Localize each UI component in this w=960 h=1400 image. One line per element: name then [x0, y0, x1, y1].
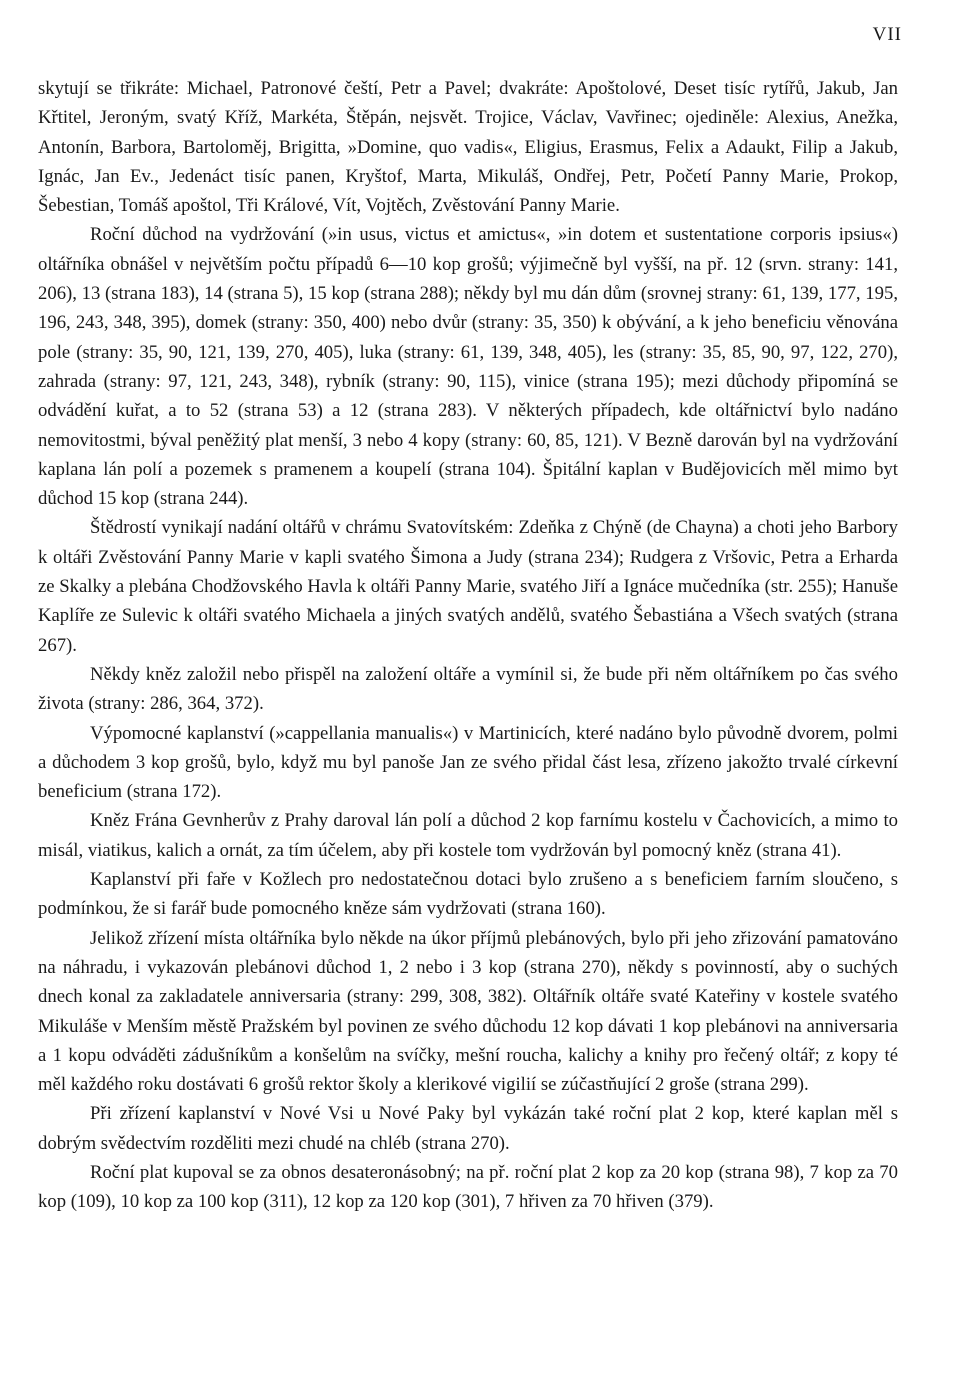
paragraph: skytují se třikráte: Michael, Patronové čeští, Petr a Pavel; dvakráte: Apoštolové, Deset tisíc rytířů, Jakub, Jan Křtitel, Jeroným, svatý Kříž, Markéta, Štěpán, nejsvět. Trojice, Václav, Vavřinec; ojediněle: Alexius, Anežka, Antonín, Barbora, Bartoloměj, Brigitta, »Domine, quo vadis«, Eligius, Erasmus, Felix a Adaukt, Filip a Jakub, Ignác, Jan Ev., Jedenáct tisíc panen, Kryštof, Marta, Mikuláš, Ondřej, Petr, Početí Panny Marie, Prokop, Šebestian, Tomáš apoštol, Tři Králové, Vít, Vojtěch, Zvěstování Panny Marie. — [38, 78, 898, 217]
paragraph: Kaplanství při faře v Kožlech pro nedostatečnou dotaci bylo zrušeno a s beneficiem farním sloučeno, s podmínkou, že si farář bude pomocného kněze sám vydržovati (strana 160). — [38, 869, 898, 920]
body-text — [38, 74, 898, 1217]
paragraph: Někdy kněz založil nebo přispěl na založení oltáře a vymínil si, že bude při něm oltářníkem po čas svého života (strany: 286, 364, 372). — [38, 663, 898, 715]
paragraph: Výpomocné kaplanství (»cappellania manualis«) v Martinicích, které nadáno bylo původně dvorem, polmi a důchodem 3 kop grošů, bylo, když mu byl panoše Jan ze svého přidal část lesa, zřízeno jakožto trvalé církevní beneficium (strana 172). — [38, 722, 898, 803]
paragraph: Roční důchod na vydržování (»in usus, victus et amictus«, »in dotem et sustentatione corporis ipsius«) oltářníka obnášel v největším počtu případů 6—10 kop grošů; výjimečně byl vyšší, na př. 12 (srvn. strany: 141, 206), 13 (strana 183), 14 (strana 5), 15 kop (strana 288); někdy byl mu dán dům (srovnej strany: 61, 139, 177, 195, 196, 243, 348, 395), domek (strany: 350, 400) nebo dvůr (strany: 35, 350) k obývání, a k jeho beneficiu věnována pole (strany: 35, 90, 121, 139, 270, 405), luka (strany: 61, 139, 348, 405), les (strany: 35, 85, 90, 97, 122, 270), zahrada (strany: 97, 121, 243, 348), rybník (strany: 90, 115), vinice (strana 195); mezi důchody připomíná se odvádění kuřat, a to 52 (strana 53) a 12 (strana 283). V některých případech, kde oltářnictví bylo nadáno nemovitostmi, býval peněžitý plat menší, 3 nebo 4 kopy (strany: 60, 85, 121). V Bezně darován byl na vydržování kaplana lán polí a pozemek s pramenem a koupelí (strana 104). Špitální kaplan v Budějovicích měl mimo byt důchod 15 kop (strana 244). — [38, 224, 898, 510]
paragraph: Roční plat kupoval se za obnos desateronásobný; na př. roční plat 2 kop za 20 kop (strana 98), 7 kop za 70 kop (109), 10 kop za 100 kop (311), 12 kop za 120 kop (301), 7 hřiven za 70 hřiven (379). — [38, 1161, 898, 1213]
paragraph: Kněz Frána Gevnherův z Prahy daroval lán polí a důchod 2 kop farnímu kostelu v Čachovicích, a mimo to misál, viatikus, kalich a ornát, za tím účelem, aby při kostele tom vydržován byl pomocný kněz (strana 41). — [38, 810, 898, 861]
paragraph: Štědrostí vynikají nadání oltářů v chrámu Svatovítském: Zdeňka z Chýně (de Chayna) a choti jeho Barbory k oltáři Zvěstování Panny Marie v kapli svatého Šimona a Judy (strana 234); Rudgera z Vršovic, Petra a Erharda ze Skalky a plebána Chodžovského Havla k oltáři Panny Marie, svatého Jiří a Ignáce mučedníka (str. 255); Hanuše Kaplíře ze Sulevic k oltáři svatého Michaela a jiných svatých andělů, svatého Šebastiána a Všech svatých (strana 267). — [38, 517, 898, 656]
paragraph: Při zřízení kaplanství v Nové Vsi u Nové Paky byl vykázán také roční plat 2 kop, které kaplan měl s dobrým svědectvím rozděliti mezi chudé na chléb (strana 270). — [38, 1103, 898, 1154]
page-number: VII — [872, 24, 902, 45]
paragraph: Jelikož zřízení místa oltářníka bylo někde na úkor příjmů plebánových, bylo při jeho zřizování pamatováno na náhradu, i vykazován plebánovi důchod 1, 2 nebo i 3 kop (strana 270), někdy s povinností, aby o suchých dnech konal za zakladatele anniversaria (strany: 299, 308, 382). Oltářník oltáře svaté Kateřiny v kostele svatého Mikuláše v Menším městě Pražském byl povinen ze svého důchodu 12 kop dávati 1 kop plebánovi na anniversaria a 1 kopu odváděti zádušníkům a konšelům na svíčky, mešní roucha, kalichy a knihy pro řečený oltář; z kopy té měl každého roku dostávati 6 grošů rektor školy a klerikové vigilií se zúčastňující 2 groše (strana 299). — [38, 927, 898, 1096]
